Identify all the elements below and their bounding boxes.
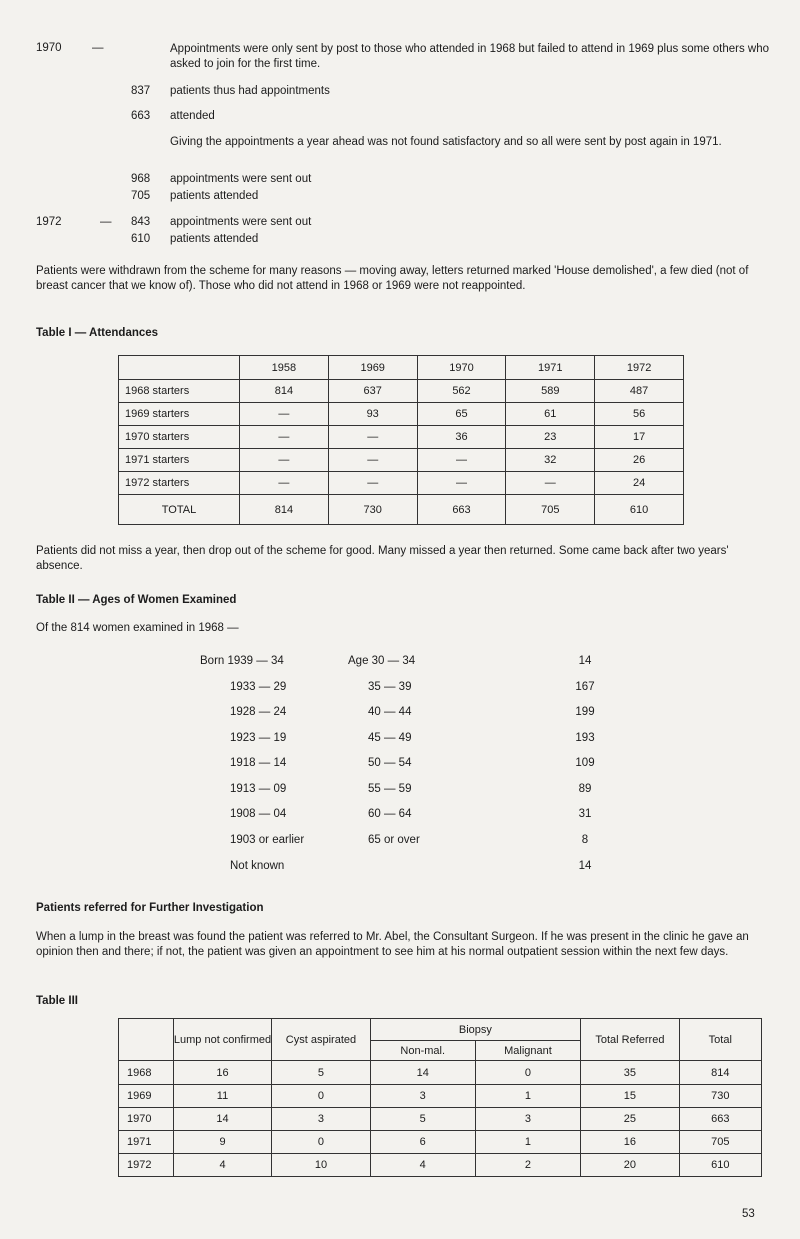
table1-total-row (119, 495, 684, 525)
table1-cell: 32 (506, 449, 595, 472)
table1-cell: — (328, 472, 417, 495)
count-610: 610 (131, 233, 151, 245)
table3-cell: 0 (475, 1061, 580, 1085)
referred-paragraph: When a lump in the breast was found the patient was referred to Mr. Abel, the Consultant Surgeon. If he was present in the clinic he gave an opinion then and there; if not, the patient was given an appointment to see him at his normal outpatient session within the next few days. (36, 931, 749, 958)
table-row (119, 1154, 762, 1177)
table1-row-label: 1968 starters (119, 380, 240, 403)
table1-total-cell: 663 (417, 495, 506, 525)
table1-cell: 589 (506, 380, 595, 403)
table1-cell: — (240, 472, 329, 495)
table3-year-cell: 1972 (119, 1154, 174, 1177)
table-row (119, 403, 684, 426)
table1-total-cell: 730 (328, 495, 417, 525)
table1-cell: 487 (595, 380, 684, 403)
table-row (119, 1085, 762, 1108)
age-cell: 35 — 39 (368, 681, 412, 693)
born-cell: Not known (230, 860, 285, 872)
count-cell: 193 (575, 732, 595, 744)
table1-cell: — (506, 472, 595, 495)
table1-cell: 65 (417, 403, 506, 426)
table1-cell: — (240, 403, 329, 426)
label-610: patients attended (170, 233, 259, 245)
table3-cell: 16 (173, 1061, 271, 1085)
table3-header-malignant: Malignant (475, 1041, 580, 1061)
table3-cell: 25 (581, 1108, 679, 1131)
table-row (119, 472, 684, 495)
table3-cell: 35 (581, 1061, 679, 1085)
table3-cell: 10 (272, 1154, 370, 1177)
born-cell: Born 1939 — 34 (200, 655, 284, 667)
table1-cell: 61 (506, 403, 595, 426)
table3-cell: 20 (581, 1154, 679, 1177)
count-cell: 167 (575, 681, 595, 693)
table1-header-cell: 1971 (506, 356, 595, 380)
table1-cell: — (240, 426, 329, 449)
label-837: patients thus had appointments (170, 85, 330, 97)
count-968: 968 (131, 173, 151, 185)
table3-title: Table III (36, 995, 78, 1007)
count-cell: 199 (575, 706, 595, 718)
born-cell: 1928 — 24 (230, 706, 287, 718)
table3-cell: 2 (475, 1154, 580, 1177)
age-cell: 60 — 64 (368, 808, 412, 820)
table1-cell: 814 (240, 380, 329, 403)
count-cell: 109 (575, 757, 595, 769)
table3-cell: 0 (272, 1085, 370, 1108)
table1-cell: — (328, 426, 417, 449)
table1-cell: — (417, 472, 506, 495)
age-cell: 40 — 44 (368, 706, 412, 718)
table3-cell: 9 (173, 1131, 271, 1154)
table-row (119, 449, 684, 472)
table3-cell: 14 (370, 1061, 475, 1085)
table3-cell: 4 (370, 1154, 475, 1177)
table1-total-cell: 705 (506, 495, 595, 525)
count-705: 705 (131, 190, 151, 202)
born-cell: 1918 — 14 (230, 757, 287, 769)
count-cell: 14 (578, 860, 592, 872)
table3-header-lump: Lump not confirmed (173, 1019, 271, 1061)
table3-cell: 730 (679, 1085, 761, 1108)
table3-cell: 4 (173, 1154, 271, 1177)
table3-cell: 15 (581, 1085, 679, 1108)
table1-cell: 93 (328, 403, 417, 426)
table1-total-cell: 610 (595, 495, 684, 525)
table1-row-label: 1971 starters (119, 449, 240, 472)
table1-header-cell: 1972 (595, 356, 684, 380)
table3-cell: 11 (173, 1085, 271, 1108)
table1-total-label: TOTAL (119, 495, 240, 525)
table1-row-label: 1972 starters (119, 472, 240, 495)
miss-paragraph: Patients did not miss a year, then drop out of the scheme for good. Many missed a year then returned. Some came back after two years' absence. (36, 545, 729, 572)
table3-cell: 5 (272, 1061, 370, 1085)
table3-cell: 663 (679, 1108, 761, 1131)
label-843: appointments were sent out (170, 216, 312, 228)
table2-ages (0, 655, 800, 925)
count-cell: 14 (578, 655, 592, 667)
table3-cell: 3 (370, 1085, 475, 1108)
table3-cell: 1 (475, 1131, 580, 1154)
table1-cell: — (328, 449, 417, 472)
label-663: attended (170, 110, 215, 122)
table3-cell: 610 (679, 1154, 761, 1177)
table1-row-label: 1970 starters (119, 426, 240, 449)
table1-total-cell: 814 (240, 495, 329, 525)
age-cell: 55 — 59 (368, 783, 412, 795)
page-number: 53 (742, 1208, 755, 1220)
giving-text: Giving the appointments a year ahead was not found satisfactory and so all were sent by post again in 1971. (170, 136, 722, 148)
table1-header-cell: 1969 (328, 356, 417, 380)
table3-header-biopsy: Biopsy (370, 1019, 581, 1041)
table1-title: Table I — Attendances (36, 327, 159, 339)
born-cell: 1908 — 04 (230, 808, 287, 820)
table-row (119, 1061, 762, 1085)
table1-cell: 56 (595, 403, 684, 426)
count-cell: 89 (578, 783, 592, 795)
born-cell: 1933 — 29 (230, 681, 287, 693)
dash-1970: — (92, 42, 104, 54)
table1-header-row (119, 356, 684, 380)
label-968: appointments were sent out (170, 173, 312, 185)
table1-cell: 24 (595, 472, 684, 495)
born-cell: 1923 — 19 (230, 732, 287, 744)
table-row (119, 1131, 762, 1154)
table3-cell: 1 (475, 1085, 580, 1108)
born-cell: 1913 — 09 (230, 783, 287, 795)
table3-cell: 705 (679, 1131, 761, 1154)
table3-cell: 3 (475, 1108, 580, 1131)
table1-cell: — (417, 449, 506, 472)
table1-cell: 23 (506, 426, 595, 449)
table2-intro: Of the 814 women examined in 1968 — (36, 622, 239, 634)
table3-year-cell: 1968 (119, 1061, 174, 1085)
table3-cell: 0 (272, 1131, 370, 1154)
table3-cell: 3 (272, 1108, 370, 1131)
table3-corner-cell (119, 1019, 174, 1061)
table3-cell: 6 (370, 1131, 475, 1154)
born-cell: 1903 or earlier (230, 834, 305, 846)
age-cell: 50 — 54 (368, 757, 412, 769)
count-843: 843 (131, 216, 151, 228)
table3-header-total-referred: Total Referred (581, 1019, 679, 1061)
table-row (119, 426, 684, 449)
table1-row-label: 1969 starters (119, 403, 240, 426)
label-705: patients attended (170, 190, 259, 202)
table3-cell: 5 (370, 1108, 475, 1131)
table3-header-cyst: Cyst aspirated (272, 1019, 370, 1061)
text-1970: Appointments were only sent by post to those who attended in 1968 but failed to attend in 1969 plus some others who asked to join for the first time. (170, 43, 770, 70)
table3-year-cell: 1971 (119, 1131, 174, 1154)
referred-heading: Patients referred for Further Investigation (36, 902, 264, 914)
count-837: 837 (131, 85, 151, 97)
year-1972: 1972 (36, 216, 62, 228)
count-cell: 31 (578, 808, 592, 820)
table3 (118, 1018, 762, 1177)
table1-cell: 17 (595, 426, 684, 449)
withdrawn-paragraph: Patients were withdrawn from the scheme for many reasons — moving away, letters returned marked 'House demolished', a few died (not of breast cancer that we know of). Those who did not attend in 1968 or 1969 were not reappointed. (36, 265, 749, 292)
table3-header-nonmal: Non-mal. (370, 1041, 475, 1061)
table1-header-cell (119, 356, 240, 380)
table1-cell: — (240, 449, 329, 472)
table3-header-total: Total (679, 1019, 761, 1061)
table1-cell: 26 (595, 449, 684, 472)
table3-header-row (119, 1019, 762, 1041)
table1-header-cell: 1958 (240, 356, 329, 380)
count-cell: 8 (581, 834, 589, 846)
table-row (119, 380, 684, 403)
table3-cell: 814 (679, 1061, 761, 1085)
table1 (118, 355, 684, 525)
age-cell: Age 30 — 34 (348, 655, 416, 667)
table1-cell: 637 (328, 380, 417, 403)
table3-year-cell: 1970 (119, 1108, 174, 1131)
table3-cell: 14 (173, 1108, 271, 1131)
age-cell: 65 or over (368, 834, 420, 846)
table-row (119, 1108, 762, 1131)
table1-header-cell: 1970 (417, 356, 506, 380)
age-cell: 45 — 49 (368, 732, 412, 744)
year-1970: 1970 (36, 42, 62, 54)
table2-title: Table II — Ages of Women Examined (36, 594, 237, 606)
table1-cell: 36 (417, 426, 506, 449)
table1-cell: 562 (417, 380, 506, 403)
table3-year-cell: 1969 (119, 1085, 174, 1108)
count-663: 663 (131, 110, 151, 122)
table3-cell: 16 (581, 1131, 679, 1154)
dash-1972: — (100, 216, 112, 228)
